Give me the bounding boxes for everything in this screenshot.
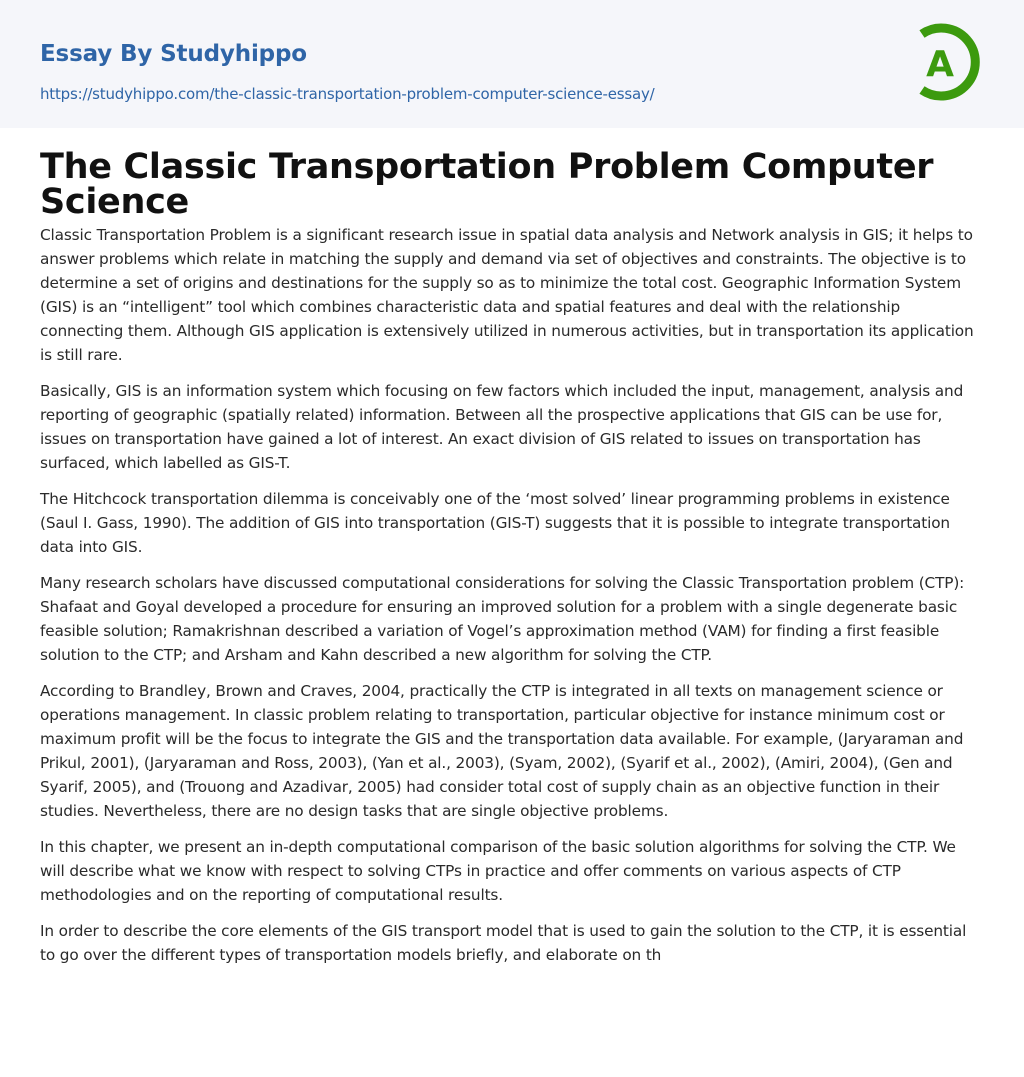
paragraph: In order to describe the core elements of the GIS transport model that is used to gain the solution to the CTP, it is essential to go over the different types of transportation models briefly, and elaborate on th (40, 922, 967, 964)
paragraph: Classic Transportation Problem is a significant research issue in spatial data analysis and Network analysis in GIS; it helps to answer problems which relate in matching the supply and demand via set of objectives and constraints. The objective is to determine a set of origins and destinations for the supply so as to minimize the total cost. Geographic Information System (GIS) is an “intelligent” tool which combines characteristic data and spatial features and deal with the relationship connecting them. Although GIS application is extensively utilized in numerous activities, but in transportation its application is still rare. (40, 226, 974, 364)
page-title: The Classic Transportation Problem Computer Science (40, 147, 934, 222)
essay-url-link[interactable]: https://studyhippo.com/the-classic-transportation-problem-computer-science-essay/ (40, 85, 655, 103)
site-header (0, 0, 1024, 128)
paragraph: Many research scholars have discussed computational considerations for solving the Classic Transportation problem (CTP): Shafaat and Goyal developed a procedure for ensuring an improved solution for a problem with a single degenerate basic feasible solution; Ramakrishnan described a variation of Vogel’s approximation method (VAM) for finding a first feasible solution to the CTP; and Arsham and Kahn described a new algorithm for solving the CTP. (40, 574, 965, 664)
brand-title: Essay By Studyhippo (40, 41, 307, 67)
studyhippo-logo-icon[interactable] (912, 18, 988, 106)
article-body (40, 223, 984, 967)
svg-text:A: A (926, 44, 954, 85)
paragraph: Basically, GIS is an information system which focusing on few factors which included the input, management, analysis and reporting of geographic (spatially related) information. Between all the prospective applications that GIS can be use for, issues on transportation have gained a lot of interest. An exact division of GIS related to issues on transportation has surfaced, which labelled as GIS-T. (40, 382, 964, 472)
paragraph: The Hitchcock transportation dilemma is conceivably one of the ‘most solved’ linear programming problems in existence (Saul I. Gass, 1990). The addition of GIS into transportation (GIS-T) suggests that it is possible to integrate transportation data into GIS. (40, 490, 950, 556)
paragraph: In this chapter, we present an in-depth computational comparison of the basic solution algorithms for solving the CTP. We will describe what we know with respect to solving CTPs in practice and offer comments on various aspects of CTP methodologies and on the reporting of computational results. (40, 838, 956, 904)
paragraph: According to Brandley, Brown and Craves, 2004, practically the CTP is integrated in all texts on management science or operations management. In classic problem relating to transportation, particular objective for instance minimum cost or maximum profit will be the focus to integrate the GIS and the transportation data available. For example, (Jaryaraman and Prikul, 2001), (Jaryaraman and Ross, 2003), (Yan et al., 2003), (Syam, 2002), (Syarif et al., 2002), (Amiri, 2004), (Gen and Syarif, 2005), and (Trouong and Azadivar, 2005) had consider total cost of supply chain as an objective function in their studies. Nevertheless, there are no design tasks that are single objective problems. (40, 682, 964, 820)
